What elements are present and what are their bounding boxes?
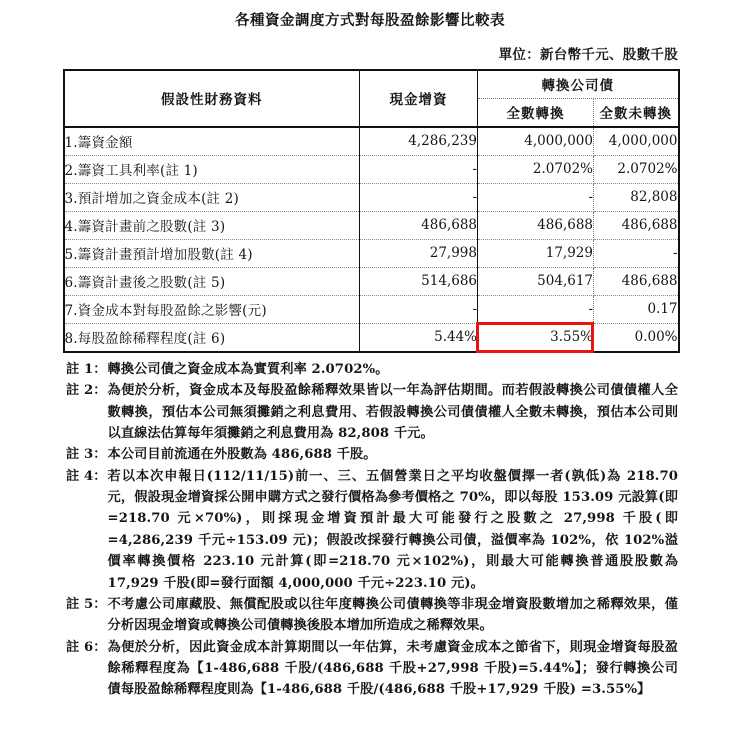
- header-assumption-data: 假設性財務資料: [64, 70, 360, 127]
- row-label-instrument-rate: 2.籌資工具利率(註 1): [64, 155, 360, 183]
- header-not-converted: 全數未轉換: [594, 98, 679, 127]
- header-convertible-bond-group: 轉換公司債: [478, 70, 679, 99]
- note-item: [66, 444, 678, 465]
- cell-instrument-rate-not-converted: 2.0702%: [594, 155, 679, 183]
- table-row: [64, 239, 679, 267]
- note-item: [66, 466, 678, 594]
- note-tag: 註 6：: [66, 639, 107, 655]
- table-row: [64, 267, 679, 295]
- note-item: [66, 594, 678, 637]
- note-item: [66, 380, 678, 444]
- cell-cost-eps-impact-converted: -: [478, 295, 594, 323]
- cell-eps-dilution-not-converted: 0.00%: [634, 329, 678, 346]
- row-label-shares-before: 4.籌資計畫前之股數(註 3): [64, 211, 360, 239]
- note-tag: 註 5：: [66, 596, 107, 612]
- table-row: [64, 127, 679, 156]
- cell-shares-after-converted: 504,617: [478, 267, 594, 295]
- cell-cost-eps-impact-cash: -: [360, 295, 478, 323]
- cell-shares-added-converted: 17,929: [478, 239, 594, 267]
- row-label-shares-added: 5.籌資計畫預計增加股數(註 4): [64, 239, 360, 267]
- cell-funding-amount-cash: 4,286,239: [360, 127, 478, 156]
- header-cash-increase: 現金增資: [360, 70, 478, 127]
- table-row: [64, 155, 679, 183]
- cell-funding-amount-not-converted: 4,000,000: [594, 127, 679, 156]
- note-item: [66, 637, 678, 701]
- cell-shares-before-converted: 486,688: [478, 211, 594, 239]
- cell-shares-after-cash: 514,686: [360, 267, 478, 295]
- row-label-added-capital-cost: 3.預計增加之資金成本(註 2): [64, 183, 360, 211]
- cell-shares-before-not-converted: 486,688: [594, 211, 679, 239]
- header-fully-converted: 全數轉換: [478, 98, 594, 127]
- table-header-row-1: [64, 70, 679, 99]
- note-text: 若以本次申報日(112/11/15)前一、三、五個營業日之平均收盤價擇一者(孰低)為 218.70 元，假設現金增資採公開申購方式之發行價格為參考價格之 70%，即以每股 153.09 元設算(即=218.70 元×70%)，則採現金增資預計最大可能發行之股數之 27,998 千股(即=4,286,239 千元÷153.09 元)；假設改採發行轉換公司債，溢價率為 102%，依 102%溢價率轉換價格 223.10 元計算(即=218.70 元×102%)，則最大可能轉換普通股股數為 17,929 千股(即=發行面額 4,000,000 千元÷223.10 元)。: [107, 468, 678, 591]
- cell-shares-added-cash: 27,998: [360, 239, 478, 267]
- note-item: [66, 359, 678, 380]
- cell-cost-eps-impact-not-converted: 0.17: [594, 295, 679, 323]
- note-text: 不考慮公司庫藏股、無償配股或以往年度轉換公司債轉換等非現金增資股數增加之稀釋效果，僅分析因現金增資或轉換公司債轉換後股本增加所造成之稀釋效果。: [107, 596, 678, 634]
- row-label-eps-dilution: 8.每股盈餘稀釋程度(註 6): [64, 323, 360, 352]
- note-text: 為便於分析，因此資金成本計算期間以一年估算，未考慮資金成本之節省下，則現金增資每股盈餘稀釋程度為【1-486,688 千股/(486,688 千股+27,998 千股)=5.44%】；發行轉換公司債每股盈餘稀釋程度則為【1-486,688 千股/(486,688 千股+17,929 千股) =3.55%】: [107, 639, 678, 698]
- note-tag: 註 2：: [66, 383, 107, 399]
- table-body: [64, 127, 679, 352]
- table-row: [64, 323, 679, 352]
- eps-dilution-comparison-table: [63, 69, 680, 353]
- cell-instrument-rate-cash: -: [360, 155, 478, 183]
- table-row: [64, 211, 679, 239]
- row-label-cost-eps-impact: 7.資金成本對每股盈餘之影響(元): [64, 295, 360, 323]
- note-tag: 註 4：: [66, 468, 107, 484]
- cell-shares-after-not-converted: 486,688: [594, 267, 679, 295]
- note-tag: 註 1：: [66, 361, 107, 377]
- cell-instrument-rate-converted: 2.0702%: [478, 155, 594, 183]
- cell-eps-dilution-converted-value: 3.55%: [550, 329, 593, 346]
- row-label-shares-after: 6.籌資計畫後之股數(註 5): [64, 267, 360, 295]
- comparison-table-wrapper: [63, 69, 678, 353]
- table-row: [64, 295, 679, 323]
- cell-added-capital-cost-not-converted: 82,808: [594, 183, 679, 211]
- table-header: [64, 70, 679, 127]
- cell-added-capital-cost-cash: -: [360, 183, 478, 211]
- cell-shares-added-not-converted: -: [594, 239, 679, 267]
- cell-funding-amount-converted: 4,000,000: [478, 127, 594, 156]
- note-text: 為便於分析，資金成本及每股盈餘稀釋效果皆以一年為評估期間。而若假設轉換公司債債權人全數轉換，預估本公司無須攤銷之利息費用、若假設轉換公司債債權人全數未轉換，預估本公司則以直線法估算每年須攤銷之利息費用為 82,808 千元。: [107, 383, 678, 441]
- page-title: 各種資金調度方式對每股盈餘影響比較表: [235, 12, 505, 29]
- row-label-funding-amount: 1.籌資金額: [64, 127, 360, 156]
- note-text: 轉換公司債之資金成本為實質利率 2.0702%。: [107, 361, 389, 377]
- unit-note: 單位：新台幣千元、股數千股: [498, 46, 678, 63]
- cell-eps-dilution-converted: [478, 323, 594, 352]
- cell-added-capital-cost-converted: -: [478, 183, 594, 211]
- table-row: [64, 183, 679, 211]
- cell-shares-before-cash: 486,688: [360, 211, 478, 239]
- notes-section: [0, 359, 740, 701]
- cell-eps-dilution-cash: 5.44%: [360, 323, 478, 352]
- note-tag: 註 3：: [66, 447, 107, 463]
- note-text: 本公司目前流通在外股數為 486,688 千股。: [107, 447, 377, 463]
